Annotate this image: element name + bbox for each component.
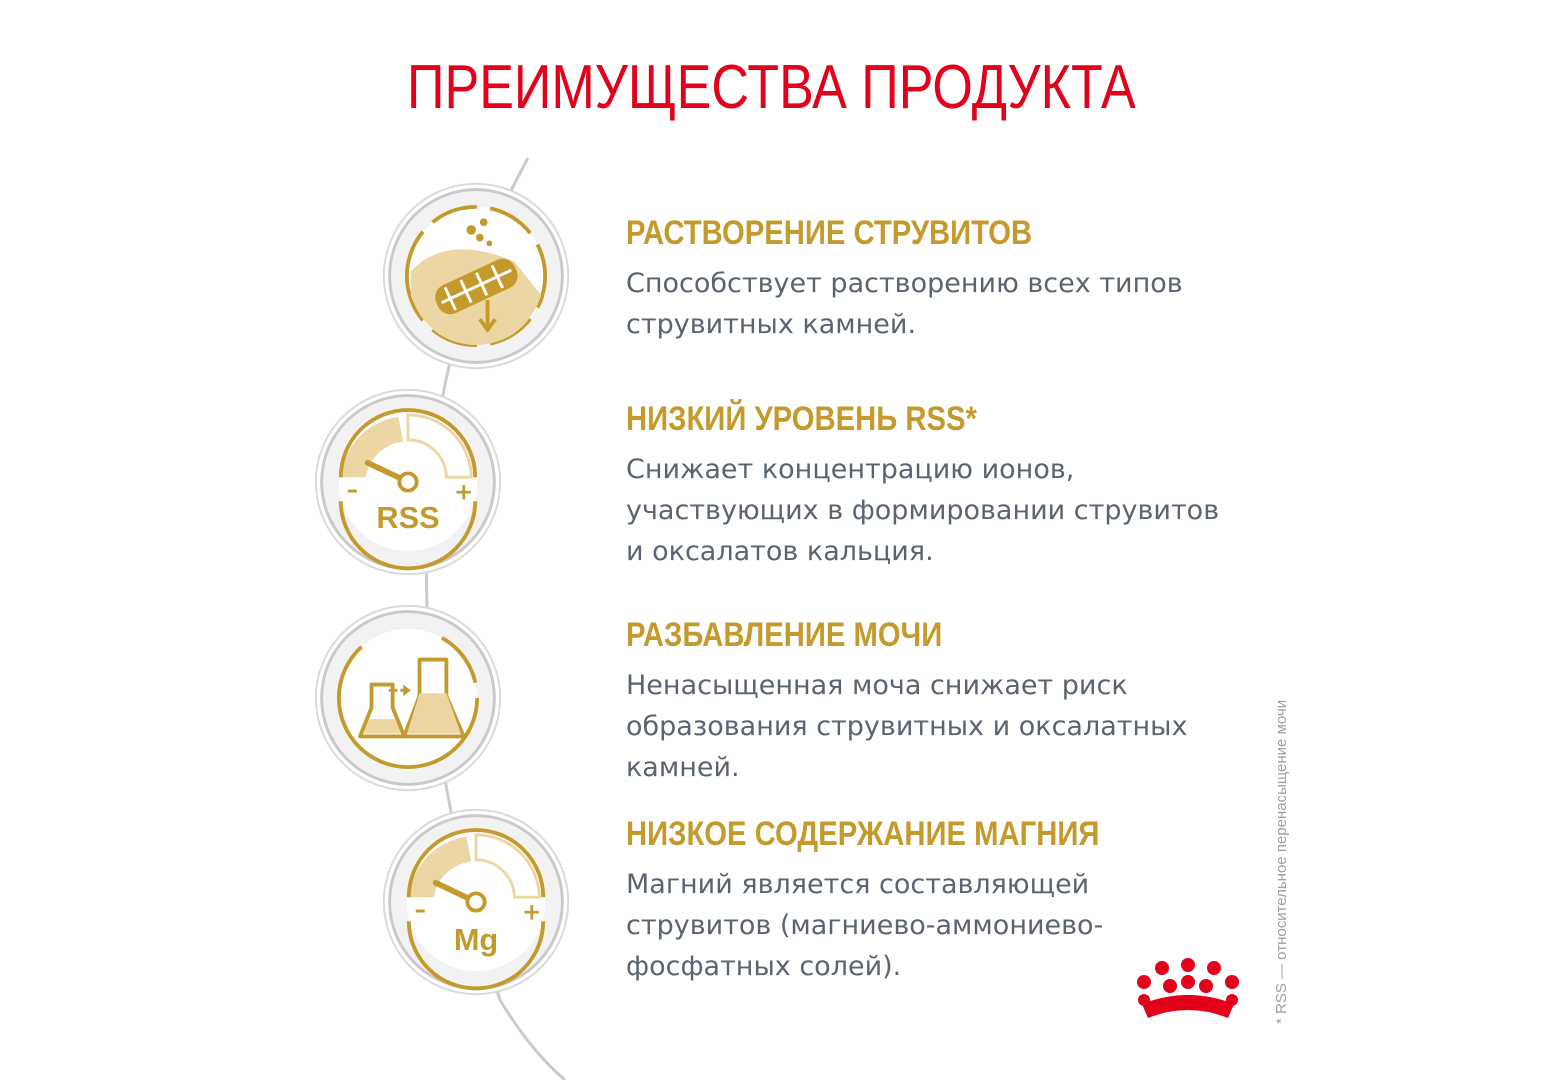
rss-gauge-icon [312,386,504,578]
svg-text:+: + [522,899,542,926]
svg-text:+: + [454,479,474,506]
page-title: ПРЕИМУЩЕСТВА ПРОДУКТА [407,53,1136,122]
benefit-heading: НИЗКИЙ УРОВЕНЬ RSS* [626,400,977,438]
urine-dilution-icon [312,602,504,794]
benefit-urine-dilution [626,616,1286,788]
svg-text:–: – [414,897,427,924]
benefit-description: Ненасыщенная моча снижает риск образования струвитных и оксалатных камней. [626,670,1188,783]
benefit-heading: РАСТВОРЕНИЕ СТРУВИТОВ [626,214,1033,252]
svg-text:–: – [346,477,359,504]
benefit-description: Способствует растворению всех типов струвитных камней. [626,268,1183,340]
royal-canin-crown-logo [1132,958,1244,1022]
struvite-dissolution-icon [380,180,572,372]
benefit-heading: РАЗБАВЛЕНИЕ МОЧИ [626,616,943,654]
benefit-struvite-dissolution [626,214,1286,345]
rss-icon-label: RSS [376,500,440,536]
rss-footnote: * RSS — относительное перенасыщение мочи [1273,699,1290,1024]
benefit-description: Магний является составляющей струвитов (магниево-аммониево- фосфатных солей). [626,869,1104,982]
benefit-heading: НИЗКОЕ СОДЕРЖАНИЕ МАГНИЯ [626,815,1100,853]
mg-icon-label: Mg [453,922,499,957]
magnesium-gauge-icon [380,806,572,998]
benefit-description: Снижает концентрацию ионов, участвующих в формировании струвитов и оксалатов кальция. [626,454,1220,567]
benefit-low-rss [626,400,1286,572]
